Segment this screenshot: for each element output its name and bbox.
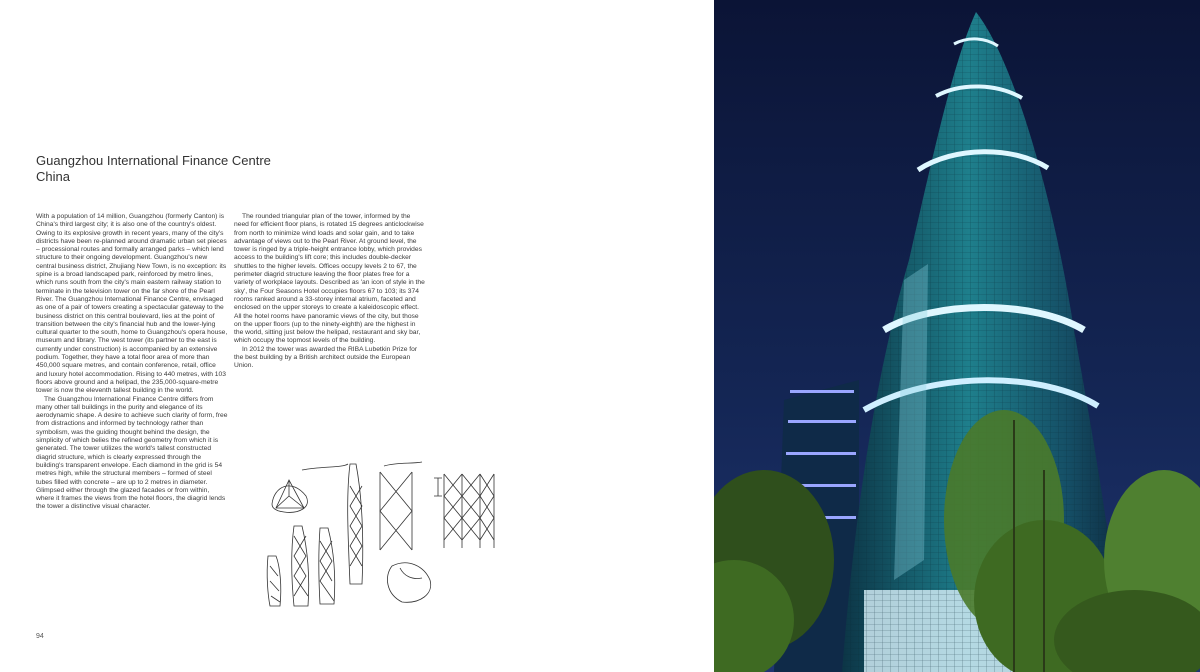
title-line-1: Guangzhou International Finance Centre bbox=[36, 153, 271, 168]
tower-photograph bbox=[714, 0, 1200, 672]
body-paragraph: The Guangzhou International Finance Centre differs from many other tall buildings in the purity and elegance of its aerodynamic shape. A desire to achieve such clarity of form, free from distractions and informed by technology rather than symbolism, was the guiding thought behind the design, the simplicity of which belies the refined geometry from which it is generated. The tower utilizes the world's tallest constructed diagrid structure, which is clearly expressed through the building's transparent envelope. Each diamond in the grid is 54 metres high, while the structural members – formed of steel tubes filled with concrete – are up to 2 metres in diameter. Glimpsed either through the glazed facades or from within, where it frames the views from the hotel floors, the diagrid lends the tower a distinctive visual character. bbox=[36, 395, 228, 511]
body-paragraph: In 2012 the tower was awarded the RIBA Lubetkin Prize for the best building by a British architect outside the European Union. bbox=[234, 345, 418, 370]
title-line-2: China bbox=[36, 169, 70, 184]
body-paragraph: With a population of 14 million, Guangzhou (formerly Canton) is China's third largest city; it is also one of the country's oldest. Owing to its explosive growth in recent years, many of the city's districts have been re-planned around dramatic urban set pieces – processional routes and formally arranged parks – which lend structure to their ongoing development. Guangzhou's new central business district, Zhujiang New Town, is no exception: its spine is a broad landscaped park, reinforced by metro lines, which runs south from the city's main eastern railway station to terminate in the television tower on the far shore of the Pearl River. The Guangzhou International Finance Centre, envisaged as one of a pair of towers creating a spectacular gateway to the business district on this central boulevard, lies at the point of transition between the city's financial hub and the lower-lying cultural quarter to the south, home to Guangzhou's opera house, museum and library. The west tower (its partner to the east is currently under construction) is accompanied by an extensive podium. Together, they have a total floor area of more than 450,000 square metres, and contain conference, retail, office and luxury hotel accommodation. Rising to 440 metres, with 103 floors above ground and a helipad, the 235,000-square-metre tower is now the eleventh tallest building in the world. bbox=[36, 213, 228, 395]
tower-elevation-sketches bbox=[267, 464, 363, 606]
page-number: 94 bbox=[36, 633, 44, 640]
diagrid-sketches bbox=[380, 462, 494, 602]
plan-sketch bbox=[272, 480, 307, 512]
text-column-2 bbox=[234, 213, 426, 371]
page-title bbox=[36, 153, 271, 185]
text-column-1 bbox=[36, 213, 228, 512]
design-sketches bbox=[262, 456, 502, 616]
body-paragraph: The rounded triangular plan of the tower, informed by the need for efficient floor plans, is rotated 15 degrees anticlockwise from north to minimize wind loads and solar gain, and to take advantage of views out to the Pearl River. At ground level, the tower is ringed by a triple-height entrance lobby, which provides access to the building's lift core; this includes double-decker shuttles to the higher levels. Offices occupy levels 2 to 67, the perimeter diagrid structure leaving the floor plates free for a variety of workplace layouts. Described as 'an icon of style in the sky', the Four Seasons Hotel occupies floors 67 to 103; its 374 rooms ranked around a 33-storey internal atrium, faceted and enclosed on the upper storeys to create a kaleidoscopic effect. All the hotel rooms have panoramic views of the city, but those on the upper floors (up to the ninety-eighth) are the highest in the world, sitting just below the helipad, restaurant and sky bar, which occupy the topmost levels of the building. bbox=[234, 213, 425, 345]
